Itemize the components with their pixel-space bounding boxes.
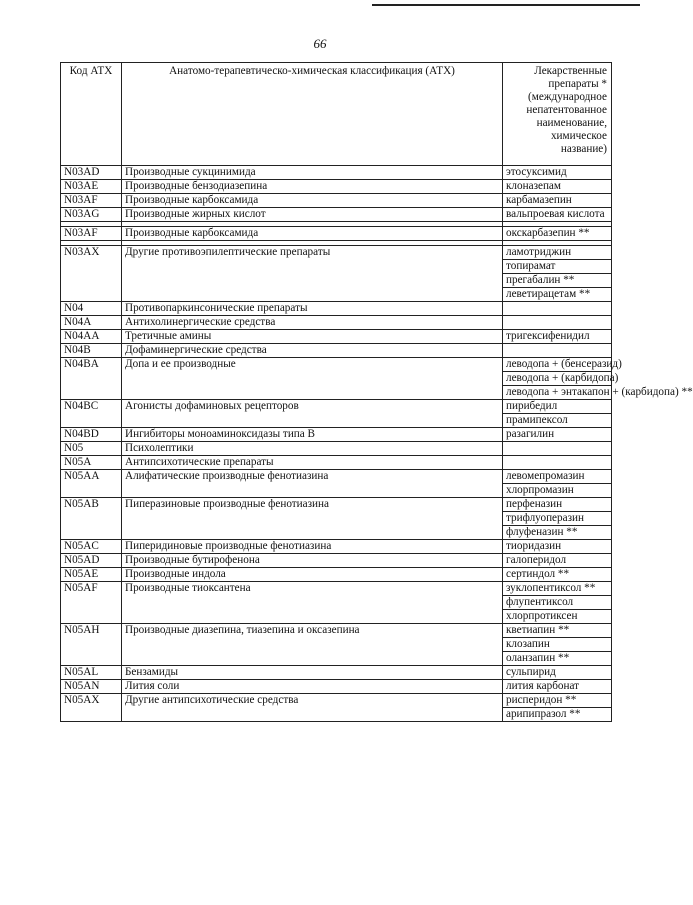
drug-name [503, 456, 612, 470]
table-row [61, 624, 612, 638]
drug-name [503, 344, 612, 358]
drug-name: кветиапин ** [503, 624, 612, 638]
drug-name: вальпроевая кислота [503, 208, 612, 222]
drug-name: пирибедил [503, 400, 612, 414]
drug-name: хлорпротиксен [503, 610, 612, 624]
drug-name [503, 302, 612, 316]
atx-classification-name: Психолептики [122, 442, 503, 456]
atx-code: N05AA [61, 470, 122, 498]
drug-name: окскарбазепин ** [503, 227, 612, 241]
drug-name: хлорпромазин [503, 484, 612, 498]
atx-classification-name: Другие антипсихотические средства [122, 694, 503, 722]
drug-name: арипипразол ** [503, 708, 612, 722]
drug-name: разагилин [503, 428, 612, 442]
atx-code: N04BA [61, 358, 122, 400]
table-row [61, 208, 612, 222]
drug-name: этосуксимид [503, 166, 612, 180]
atx-classification-name: Дофаминергические средства [122, 344, 503, 358]
atx-code: N05AF [61, 582, 122, 624]
atx-code: N03AE [61, 180, 122, 194]
atx-code: N05AL [61, 666, 122, 680]
top-rule [372, 4, 640, 6]
table-row [61, 246, 612, 260]
drug-name: тригексифенидил [503, 330, 612, 344]
table-row [61, 344, 612, 358]
drug-name: трифлуоперазин [503, 512, 612, 526]
atx-classification-name: Другие противоэпилептические препараты [122, 246, 503, 302]
table-row [61, 316, 612, 330]
table-row [61, 470, 612, 484]
table-row [61, 582, 612, 596]
drug-name: оланзапин ** [503, 652, 612, 666]
table-row [61, 400, 612, 414]
atx-code: N05AE [61, 568, 122, 582]
table-row [61, 498, 612, 512]
table-row [61, 302, 612, 316]
page-number: 66 [313, 36, 327, 51]
atx-code: N05AN [61, 680, 122, 694]
table-row [61, 442, 612, 456]
drug-name: ламотриджин [503, 246, 612, 260]
table-row [61, 358, 612, 372]
atx-table [60, 62, 693, 722]
atx-code: N04B [61, 344, 122, 358]
atx-classification-name: Агонисты дофаминовых рецепторов [122, 400, 503, 428]
atx-classification-name: Третичные амины [122, 330, 503, 344]
atx-classification-name: Производные карбоксамида [122, 227, 503, 241]
drug-name [503, 316, 612, 330]
header-drugs: Лекарственные препараты * (международное непатентованное наименование, химическое название) [503, 63, 612, 166]
table-row [61, 330, 612, 344]
atx-classification-name: Бензамиды [122, 666, 503, 680]
drug-name: леводопа + (бенсеразид) [503, 358, 612, 372]
atx-code: N05AX [61, 694, 122, 722]
atx-classification-name: Допа и ее производные [122, 358, 503, 400]
atx-classification-name: Производные индола [122, 568, 503, 582]
table-row [61, 694, 612, 708]
atx-code: N03AD [61, 166, 122, 180]
atx-code: N04BC [61, 400, 122, 428]
atx-classification-name: Производные бутирофенона [122, 554, 503, 568]
atx-code: N04AA [61, 330, 122, 344]
drug-name: топирамат [503, 260, 612, 274]
drug-name: флупентиксол [503, 596, 612, 610]
drug-name: леводопа + энтакапон + (карбидопа) ** [503, 386, 612, 400]
table-row [61, 554, 612, 568]
atx-classification-name: Производные жирных кислот [122, 208, 503, 222]
drug-name: сульпирид [503, 666, 612, 680]
drug-name: сертиндол ** [503, 568, 612, 582]
drug-name [503, 442, 612, 456]
atx-classification-name: Производные тиоксантена [122, 582, 503, 624]
atx-classification-name: Производные сукцинимида [122, 166, 503, 180]
atx-code: N04A [61, 316, 122, 330]
table-row [61, 180, 612, 194]
table-body [61, 166, 693, 722]
drug-name: прамипексол [503, 414, 612, 428]
table-row [61, 428, 612, 442]
atx-code: N03AF [61, 194, 122, 208]
atx-code: N04 [61, 302, 122, 316]
atx-classification-name: Противопаркинсонические препараты [122, 302, 503, 316]
table-row [61, 568, 612, 582]
table-row [61, 666, 612, 680]
atx-code: N05AH [61, 624, 122, 666]
table-row [61, 540, 612, 554]
table-row [61, 680, 612, 694]
header-code: Код АТХ [61, 63, 122, 166]
table-row [61, 166, 612, 180]
atx-classification-name: Производные бензодиазепина [122, 180, 503, 194]
drug-name: рисперидон ** [503, 694, 612, 708]
atx-code: N05AC [61, 540, 122, 554]
atx-classification-name: Алифатические производные фенотиазина [122, 470, 503, 498]
drug-name: лития карбонат [503, 680, 612, 694]
table-row [61, 227, 612, 241]
table-row [61, 456, 612, 470]
atx-code: N03AG [61, 208, 122, 222]
atx-code: N03AX [61, 246, 122, 302]
atx-code: N05AD [61, 554, 122, 568]
atx-code: N05 [61, 442, 122, 456]
atx-classification-name: Производные карбоксамида [122, 194, 503, 208]
drug-name: карбамазепин [503, 194, 612, 208]
drug-name: леветирацетам ** [503, 288, 612, 302]
drug-name: перфеназин [503, 498, 612, 512]
atx-classification-name: Пиперидиновые производные фенотиазина [122, 540, 503, 554]
drug-name: прегабалин ** [503, 274, 612, 288]
atx-classification-name: Пиперазиновые производные фенотиазина [122, 498, 503, 540]
atx-code: N05AB [61, 498, 122, 540]
table-row [61, 194, 612, 208]
drug-name: клоназепам [503, 180, 612, 194]
atx-code: N04BD [61, 428, 122, 442]
atx-classification-name: Лития соли [122, 680, 503, 694]
table-header-row [61, 63, 612, 166]
header-classification: Анатомо-терапевтическо-химическая классификация (АТХ) [122, 63, 503, 166]
drug-name: галоперидол [503, 554, 612, 568]
atx-code: N05A [61, 456, 122, 470]
drug-name: леводопа + (карбидопа) [503, 372, 612, 386]
drug-name: флуфеназин ** [503, 526, 612, 540]
atx-classification-name: Ингибиторы моноаминоксидазы типа В [122, 428, 503, 442]
atx-code: N03AF [61, 227, 122, 241]
drug-name: зуклопентиксол ** [503, 582, 612, 596]
drug-name: клозапин [503, 638, 612, 652]
drug-name: тиоридазин [503, 540, 612, 554]
atx-classification-name: Антипсихотические препараты [122, 456, 503, 470]
atx-classification-name: Производные диазепина, тиазепина и оксазепина [122, 624, 503, 666]
drug-name: левомепромазин [503, 470, 612, 484]
atx-classification-name: Антихолинергические средства [122, 316, 503, 330]
